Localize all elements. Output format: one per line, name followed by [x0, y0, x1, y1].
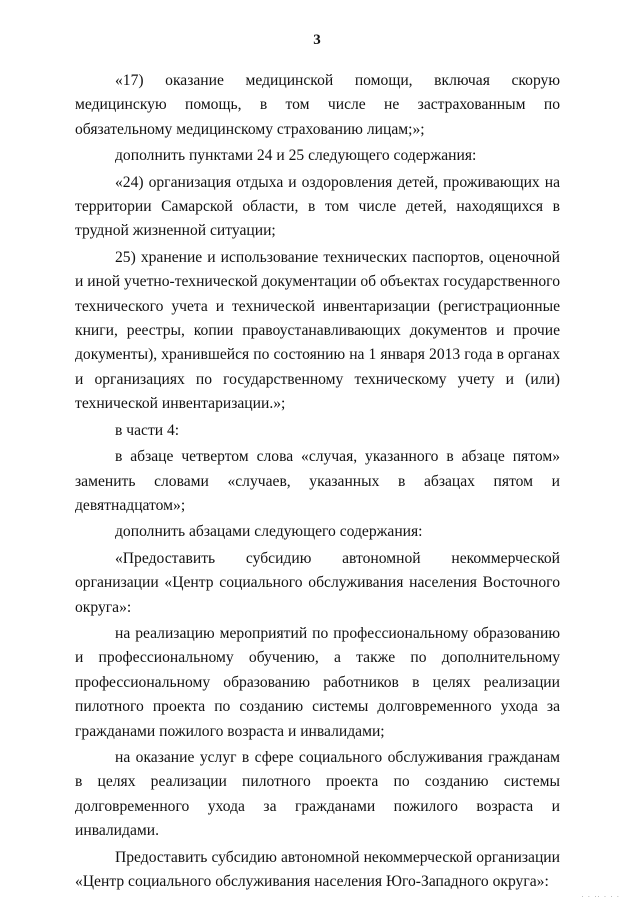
- paragraph-item-17: «17) оказание медицинской помощи, включая скорую медицинскую помощь, в том числе не застрахованным по обязательному медицинскому страхованию лицам;»;: [75, 72, 560, 138]
- paragraph-social-services: на оказание услуг в сфере социального обслуживания гражданам в целях реализации пилотного проекта по созданию системы долговременного ухода за гражданами пожилого возраста и инвалидами.: [75, 748, 560, 840]
- paragraph-item-25: 25) хранение и использование технических паспортов, оценочной и иной учетно-технической документации об объектах государственного технического учета и технической инвентаризации (регистрационные книги, реестры, копии правоустанавливающих документов и прочие документы), хранившейся по состоянию на 1 января 2013 года в органах и организациях по государственному техническому учету и (или) технической инвентаризации.»;: [75, 248, 560, 413]
- paragraph-subsidy-east: «Предоставить субсидию автономной некоммерческой организации «Центр социального обслуживания населения Восточного округа»:: [75, 549, 560, 616]
- scan-artifact: · · ·· · · ·: [581, 893, 620, 901]
- paragraph-add-items-intro: дополнить пунктами 24 и 25 следующего содержания:: [115, 147, 477, 165]
- paragraph-part-4: в части 4:: [115, 421, 180, 439]
- paragraph-training: на реализацию мероприятий по профессиональному образованию и профессиональному обучению, а также по дополнительному профессиональному образованию работников в целях реализации пилотного проекта по созданию системы долговременного ухода за гражданами пожилого возраста и инвалидами;: [75, 624, 560, 740]
- page-number: 3: [313, 32, 321, 48]
- paragraph-replace-words: в абзаце четвертом слова «случая, указанного в абзаце пятом» заменить словами «случаев, указанных в абзацах пятом и девятнадцатом»;: [75, 448, 560, 514]
- paragraph-item-24: «24) организация отдыха и оздоровления детей, проживающих на территории Самарской области, в том числе детей, находящихся в трудной жизненной ситуации;: [75, 173, 560, 240]
- paragraph-subsidy-southwest: Предоставить субсидию автономной некоммерческой организации «Центр социального обслуживания населения Юго-Западного округа»:: [75, 848, 560, 890]
- paragraph-add-sections-intro: дополнить абзацами следующего содержания:: [115, 523, 423, 541]
- document-body: [75, 69, 560, 894]
